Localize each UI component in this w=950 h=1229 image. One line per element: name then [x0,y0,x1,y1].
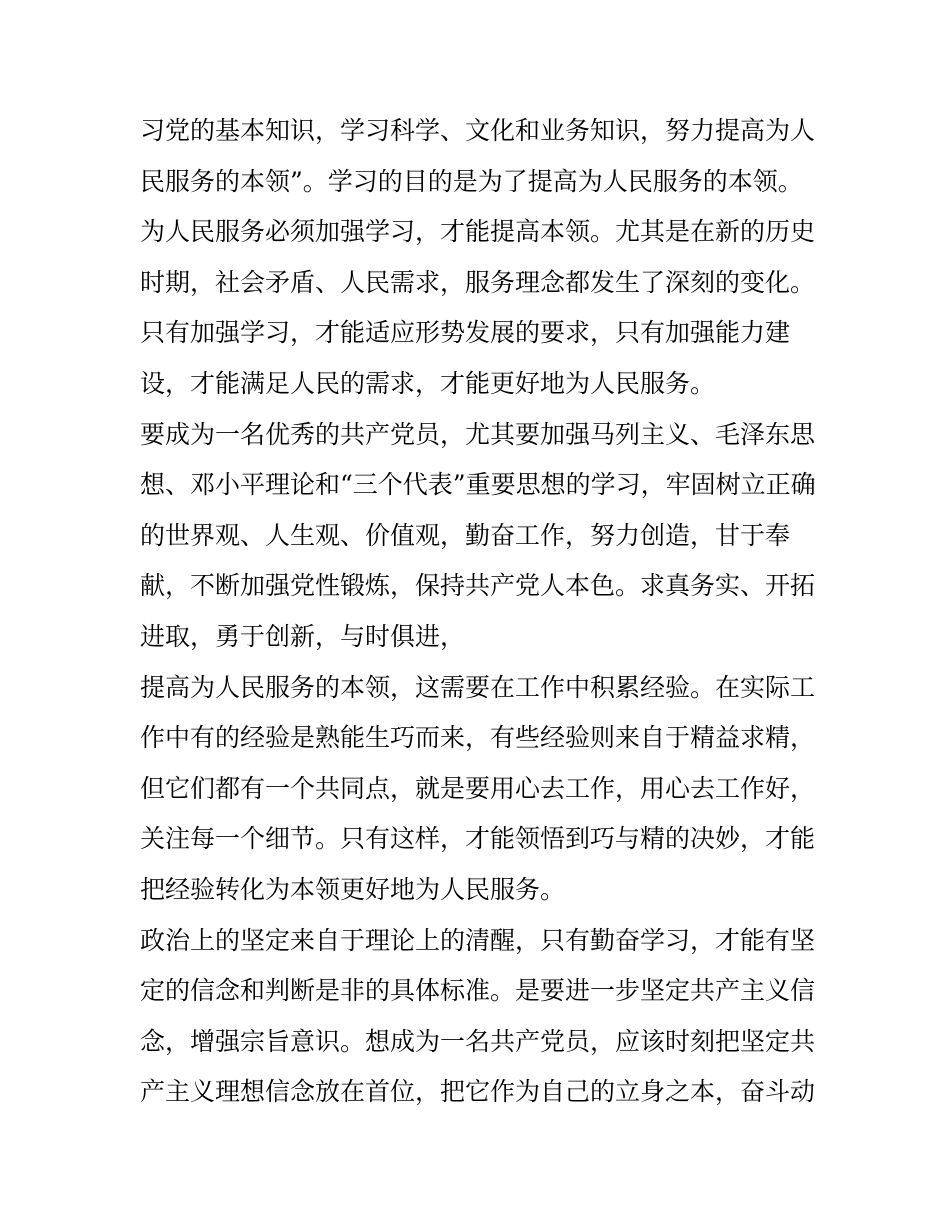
text-line: 但它们都有一个共同点，就是要用心去工作，用心去工作好， [140,773,816,803]
text-line: 为人民服务必须加强学习，才能提高本领。尤其是在新的历史 [140,217,816,247]
text-line: 关注每一个细节。只有这样，才能领悟到巧与精的决妙，才能 [140,824,816,854]
text-line: 作中有的经验是熟能生巧而来，有些经验则来自于精益求精， [140,723,816,753]
text-line: 定的信念和判断是非的具体标准。是要进一步坚定共产主义信 [140,976,816,1006]
text-line: 设，才能满足人民的需求，才能更好地为人民服务。 [140,368,716,398]
text-line: 要成为一名优秀的共产党员，尤其要加强马列主义、毛泽东思 [140,419,816,449]
text-line: 想、邓小平理论和“三个代表”重要思想的学习，牢固树立正确 [140,470,816,500]
text-line: 政治上的坚定来自于理论上的清醒，只有勤奋学习，才能有坚 [140,925,816,955]
text-line: 献，不断加强党性锻炼，保持共产党人本色。求真务实、开拓 [140,571,816,601]
text-line: 的世界观、人生观、价值观，勤奋工作，努力创造，甘于奉 [140,520,791,550]
text-line: 念，增强宗旨意识。想成为一名共产党员，应该时刻把坚定共 [140,1026,816,1056]
text-line: 民服务的本领”。学习的目的是为了提高为人民服务的本领。 [140,166,803,196]
text-line: 把经验转化为本领更好地为人民服务。 [140,874,566,904]
document-body [140,106,830,1118]
text-line: 进取，勇于创新，与时俱进， [140,621,466,651]
text-line: 提高为人民服务的本领，这需要在工作中积累经验。在实际工 [140,672,816,702]
text-line: 产主义理想信念放在首位，把它作为自己的立身之本，奋斗动 [140,1077,816,1107]
text-line: 习党的基本知识，学习科学、文化和业务知识，努力提高为人 [140,116,816,145]
text-line: 时期，社会矛盾、人民需求，服务理念都发生了深刻的变化。 [140,267,816,297]
text-line: 只有加强学习，才能适应形势发展的要求，只有加强能力建 [140,318,791,348]
